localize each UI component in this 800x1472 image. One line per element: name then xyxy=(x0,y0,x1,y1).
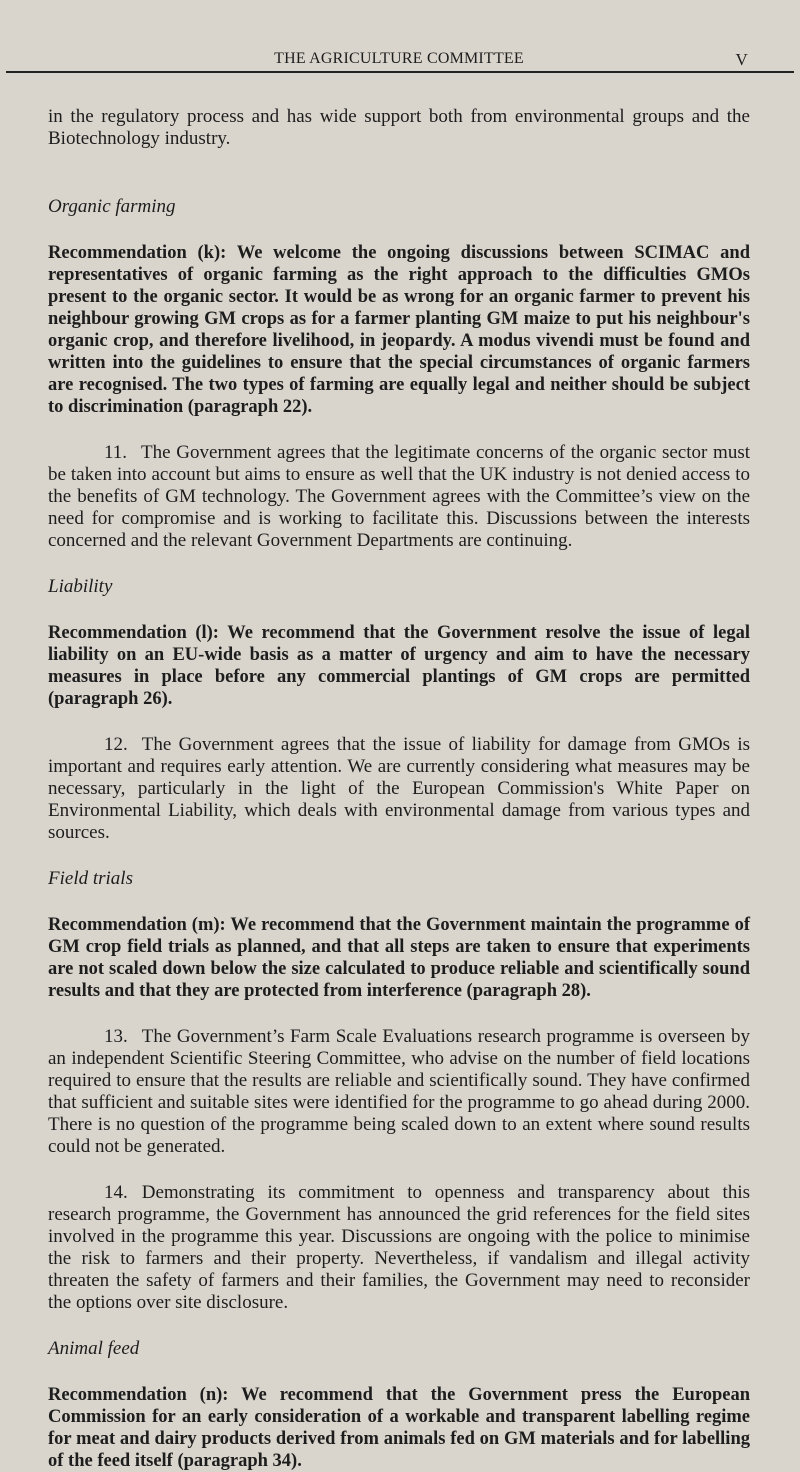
recommendation-l: Recommendation (l): We recommend that the Government resolve the issue of legal liability on an EU-wide basis as a matter of urgency and aim to have the necessary measures in place before any commercial plantings of GM crops are permitted (paragraph 26). xyxy=(48,623,750,709)
paragraph-number: 12. xyxy=(104,734,128,755)
paragraph-14 xyxy=(48,1182,750,1314)
paragraph-number: 14. xyxy=(104,1182,128,1203)
header-rule xyxy=(6,71,794,73)
recommendation-n: Recommendation (n): We recommend that the Government press the European Commission for an early consideration of a workable and transparent labelling regime for meat and dairy products derived from animals fed on GM materials and for labelling of the feed itself (paragraph 34). xyxy=(48,1385,750,1471)
section-heading-liability: Liability xyxy=(48,576,113,597)
paragraph-12 xyxy=(48,734,750,844)
paragraph-text: The Government agrees that the issue of liability for damage from GMOs is important and requires early attention. We are currently considering what measures may be necessary, particularly in the light of the European Commission's White Paper on Environmental Liability, which deals with environmental damage from various types and sources. xyxy=(48,734,750,843)
section-heading-animal-feed: Animal feed xyxy=(48,1338,140,1359)
page-number: V xyxy=(735,50,748,69)
paragraph-number: 11. xyxy=(104,442,128,463)
section-heading-field-trials: Field trials xyxy=(48,868,133,889)
paragraph-11 xyxy=(48,442,750,552)
paragraph-number: 13. xyxy=(104,1026,128,1047)
recommendation-k: Recommendation (k): We welcome the ongoing discussions between SCIMAC and representatives of organic farming as the right approach to the difficulties GMOs present to the organic sector. It would be as wrong for an organic farmer to prevent his neighbour growing GM crops as for a farmer planting GM maize to put his neighbour's organic crop, and therefore livelihood, in jeopardy. A modus vivendi must be found and written into the guidelines to ensure that the special circumstances of organic farmers are recognised. The two types of farming are equally legal and neither should be subject to discrimination (paragraph 22). xyxy=(48,243,750,417)
paragraph-text: Demonstrating its commitment to openness and transparency about this research programme, the Government has announced the grid references for the field sites involved in the programme this year. Discussions are ongoing with the police to minimise the risk to farmers and their property. Nevertheless, if vandalism and illegal activity threaten the safety of farmers and their families, the Government may need to reconsider the options over site disclosure. xyxy=(48,1182,750,1313)
intro-paragraph: in the regulatory process and has wide support both from environmental groups and the Biotechnology industry. xyxy=(48,106,750,149)
paragraph-13 xyxy=(48,1026,750,1158)
running-header xyxy=(48,0,750,70)
paragraph-text: The Government agrees that the legitimate concerns of the organic sector must be taken into account but aims to ensure as well that the UK industry is not denied access to the benefits of GM technology. The Government agrees with the Committee’s view on the need for compromise and is working to facilitate this. Discussions between the interests concerned and the relevant Government Departments are continuing. xyxy=(48,442,750,551)
header-title: THE AGRICULTURE COMMITTEE xyxy=(274,50,524,67)
section-heading-organic: Organic farming xyxy=(48,196,176,217)
paragraph-text: The Government’s Farm Scale Evaluations research programme is overseen by an independent Scientific Steering Committee, who advise on the number of field locations required to ensure that the results are reliable and scientifically sound. They have confirmed that sufficient and suitable sites were identified for the programme to go ahead during 2000. There is no question of the programme being scaled down to an extent where sound results could not be generated. xyxy=(48,1026,750,1157)
recommendation-m: Recommendation (m): We recommend that the Government maintain the programme of GM crop field trials as planned, and that all steps are taken to ensure that experiments are not scaled down below the size calculated to produce reliable and scientifically sound results and that they are protected from interference (paragraph 28). xyxy=(48,915,750,1001)
